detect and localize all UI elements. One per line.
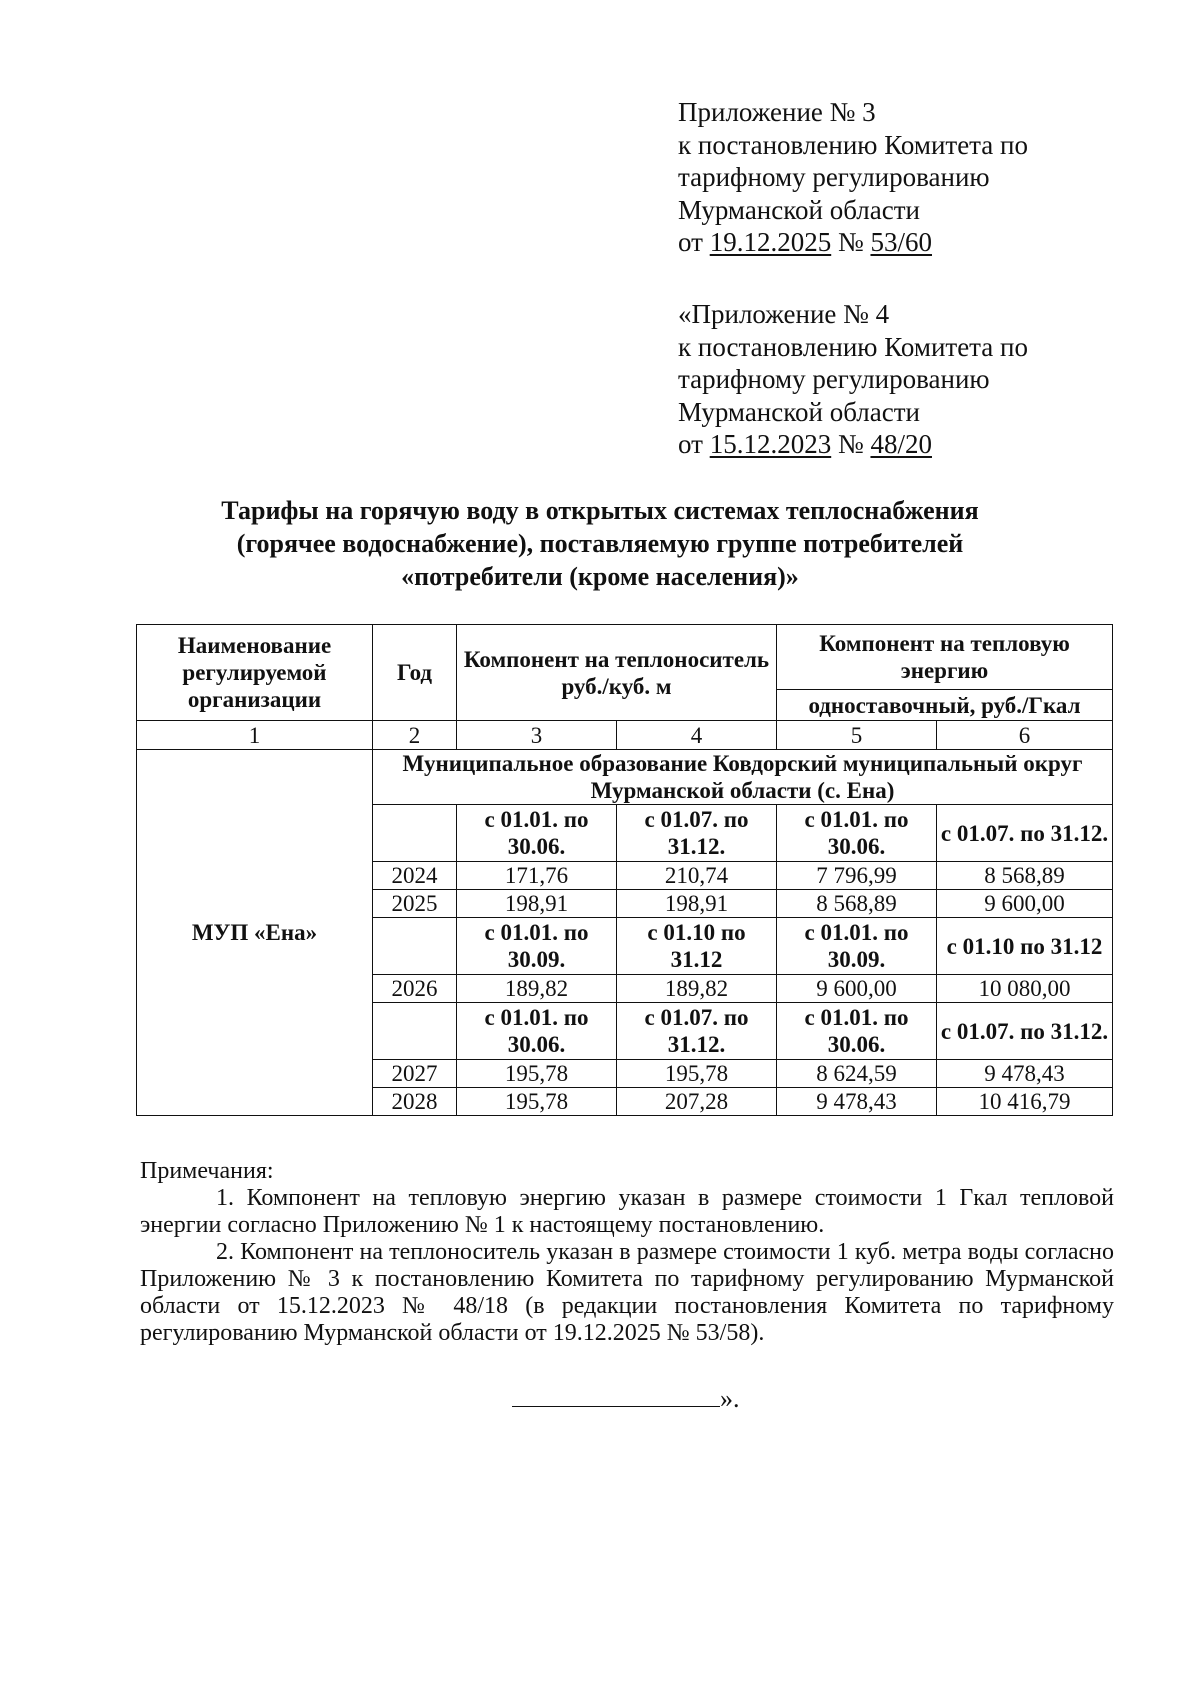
header-carrier-component: Компонент на теплоноситель руб./куб. м (457, 625, 777, 721)
header-energy-component: Компонент на тепловую энергию (777, 625, 1113, 690)
appendix-4-line1: «Приложение № 4 (678, 299, 890, 329)
title-line3: «потребители (кроме населения)» (401, 562, 799, 591)
year-cell: 2027 (373, 1060, 457, 1088)
value-cell: 9 600,00 (777, 975, 937, 1003)
year-cell: 2028 (373, 1088, 457, 1116)
value-cell: 7 796,99 (777, 862, 937, 890)
appendix-4-line3: тарифному регулированию (678, 364, 990, 394)
appendix-4-header (678, 298, 1028, 461)
closing-mark (512, 1384, 740, 1414)
period-cell: с 01.07. по 31.12. (937, 805, 1113, 862)
title-line1: Тарифы на горячую воду в открытых системах теплоснабжения (221, 496, 979, 525)
value-cell: 189,82 (457, 975, 617, 1003)
period-cell: с 01.07. по 31.12. (617, 1003, 777, 1060)
column-number: 1 (137, 721, 373, 750)
period-year-empty (373, 805, 457, 862)
period-year-empty (373, 918, 457, 975)
appendix-3-line4: Мурманской области (678, 194, 920, 225)
year-cell: 2025 (373, 890, 457, 918)
period-cell: с 01.01. по 30.09. (777, 918, 937, 975)
value-cell: 9 478,43 (777, 1088, 937, 1116)
tariff-table (136, 624, 1113, 1116)
period-cell: с 01.07. по 31.12. (617, 805, 777, 862)
value-cell: 195,78 (457, 1088, 617, 1116)
value-cell: 8 568,89 (777, 890, 937, 918)
value-cell: 207,28 (617, 1088, 777, 1116)
appendix-3-number: 53/60 (870, 227, 932, 257)
value-cell: 8 568,89 (937, 862, 1113, 890)
header-energy-single-rate: одноставочный, руб./Гкал (777, 690, 1113, 721)
period-cell: с 01.01. по 30.06. (457, 805, 617, 862)
value-cell: 9 600,00 (937, 890, 1113, 918)
period-year-empty (373, 1003, 457, 1060)
year-cell: 2024 (373, 862, 457, 890)
period-cell: с 01.01. по 30.06. (777, 1003, 937, 1060)
appendix-3-from: от (678, 227, 703, 257)
appendix-3-line2: к постановлению Комитета по (678, 129, 1028, 160)
note-item: 2. Компонент на теплоноситель указан в размере стоимости 1 куб. метра воды согласно Приложению № 3 к постановлению Комитета по тарифному регулированию Мурманской области от 15.12.2023 № 48/18 (в редакции постановления Комитета по тарифному регулированию Мурманской области от 19.12.2025 № 53/58). (140, 1239, 1114, 1346)
appendix-3-line1: Приложение № 3 (678, 97, 876, 127)
period-cell: с 01.01. по 30.06. (457, 1003, 617, 1060)
value-cell: 198,91 (457, 890, 617, 918)
value-cell: 8 624,59 (777, 1060, 937, 1088)
appendix-3-num-sign: № (837, 227, 864, 257)
column-number: 3 (457, 721, 617, 750)
period-cell: с 01.10 по 31.12 (937, 918, 1113, 975)
column-number: 4 (617, 721, 777, 750)
document-title (120, 494, 1080, 593)
appendix-3-date-line (678, 226, 1028, 259)
note-item: 1. Компонент на тепловую энергию указан в размере стоимости 1 Гкал тепловой энергии согласно Приложению № 1 к настоящему постановлению. (140, 1185, 1114, 1238)
closing-rule (512, 1405, 720, 1407)
closing-quote: ». (720, 1384, 740, 1413)
appendix-3-line3: тарифному регулированию (678, 162, 990, 192)
municipality-name: Муниципальное образование Ковдорский муниципальный округ Мурманской области (с. Ена) (373, 750, 1113, 805)
value-cell: 10 080,00 (937, 975, 1113, 1003)
period-cell: с 01.10 по 31.12 (617, 918, 777, 975)
appendix-4-date: 15.12.2023 (709, 429, 832, 459)
period-cell: с 01.01. по 30.06. (777, 805, 937, 862)
value-cell: 189,82 (617, 975, 777, 1003)
organization-name: МУП «Ена» (137, 750, 373, 1116)
header-organization: Наименование регулируемой организации (137, 625, 373, 721)
value-cell: 195,78 (457, 1060, 617, 1088)
value-cell: 195,78 (617, 1060, 777, 1088)
value-cell: 171,76 (457, 862, 617, 890)
value-cell: 9 478,43 (937, 1060, 1113, 1088)
appendix-4-num-sign: № (837, 429, 864, 459)
appendix-4-line4: Мурманской области (678, 396, 920, 427)
column-number: 6 (937, 721, 1113, 750)
period-cell: с 01.01. по 30.09. (457, 918, 617, 975)
appendix-4-line2: к постановлению Комитета по (678, 331, 1028, 362)
appendix-4-date-line (678, 428, 1028, 461)
column-number: 5 (777, 721, 937, 750)
value-cell: 10 416,79 (937, 1088, 1113, 1116)
appendix-3-date: 19.12.2025 (709, 227, 832, 257)
header-year: Год (373, 625, 457, 721)
year-cell: 2026 (373, 975, 457, 1003)
period-cell: с 01.07. по 31.12. (937, 1003, 1113, 1060)
notes-heading: Примечания: (140, 1158, 274, 1184)
value-cell: 210,74 (617, 862, 777, 890)
appendix-4-number: 48/20 (870, 429, 932, 459)
appendix-3-header (678, 96, 1028, 259)
notes-section (140, 1158, 1114, 1347)
value-cell: 198,91 (617, 890, 777, 918)
column-number: 2 (373, 721, 457, 750)
appendix-4-from: от (678, 429, 703, 459)
title-line2: (горячее водоснабжение), поставляемую группе потребителей (236, 529, 964, 558)
